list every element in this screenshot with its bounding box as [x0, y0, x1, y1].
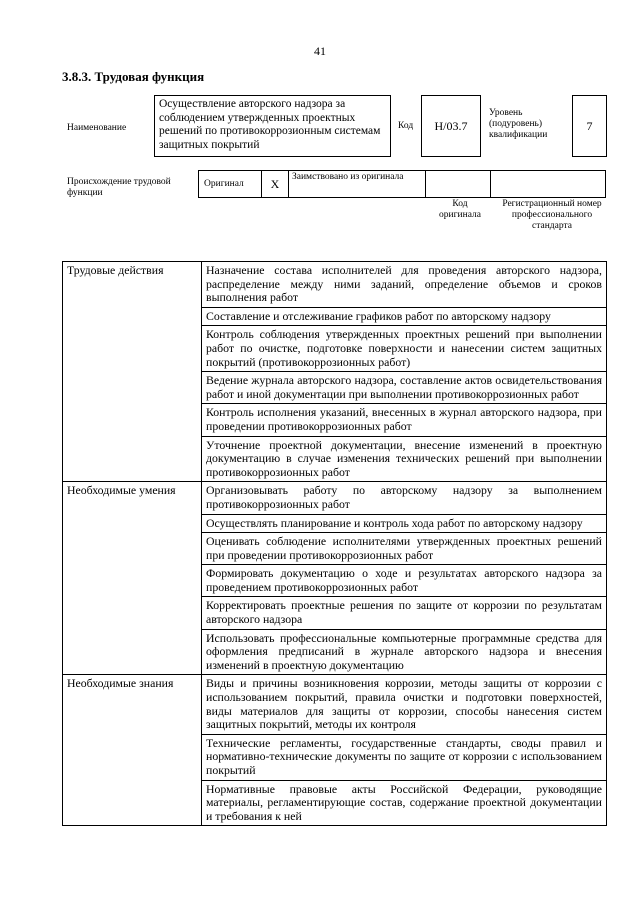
table-row [63, 482, 607, 514]
function-name-box [154, 95, 391, 157]
table-cell: Составление и отслеживание графиков работ по авторскому надзору [202, 307, 607, 326]
table-cell: Контроль исполнения указаний, внесенных в журнал авторского надзора, при проведении противокоррозионных работ [202, 404, 607, 436]
table-cell: Ведение журнала авторского надзора, составление актов освидетельствования работ и иной документации при выполнении противокоррозионных работ [202, 372, 607, 404]
original-mark-cell [261, 170, 289, 198]
reg-number-cell [490, 170, 606, 198]
table-row [63, 675, 607, 734]
table-cell: Назначение состава исполнителей для проведения авторского надзора, распределение между ними заданий, определение объемов и сроков выполнения работ [202, 262, 607, 308]
section-title: 3.8.3. Трудовая функция [62, 69, 205, 84]
borrowed-cell [288, 170, 426, 198]
level-value: 7 [586, 118, 593, 133]
original-label: Оригинал [204, 179, 244, 189]
original-cell [198, 170, 262, 198]
original-mark: X [270, 176, 280, 191]
name-label: Наименование [67, 123, 127, 133]
table-cell: Использовать профессиональные компьютерные программные средства для оформления предписаний в журнале авторского надзора и внесения изменений в проектную документацию [202, 629, 607, 675]
origin-row [199, 170, 607, 198]
table-cell: Нормативные правовые акты Российской Федерации, руководящие материалы, регламентирующие состав, содержание проектной документации и требования к ней [202, 780, 607, 826]
code-label: Код [398, 121, 414, 131]
function-table [62, 261, 607, 826]
category-cell: Необходимые знания [63, 675, 202, 826]
borrowed-label: Заимствовано из оригинала [292, 172, 404, 182]
code-value: Н/03.7 [434, 118, 468, 133]
category-cell: Трудовые действия [63, 262, 202, 482]
category-cell: Необходимые умения [63, 482, 202, 675]
table-cell: Корректировать проектные решения по защите от коррозии по результатам авторского надзора [202, 597, 607, 629]
code-original-label: Код оригинала [439, 199, 481, 220]
reg-number-label: Регистрационный номер профессионального стандарта [502, 199, 602, 231]
level-label: Уровень (подуровень) квалификации [489, 108, 548, 140]
table-row [63, 262, 607, 308]
table-cell: Контроль соблюдения утвержденных проектных решений при выполнении работ по очистке, подготовке поверхности и нанесении систем защитных покрытий (противокоррозионных работ) [202, 326, 607, 372]
table-cell: Виды и причины возникновения коррозии, методы защиты от коррозии с использованием покрытий, правила очистки и подготовки поверхностей, виды материалов для защиты от коррозии, способы нанесения систем защитных покрытий, методы их контроля [202, 675, 607, 734]
page-number: 41 [314, 44, 326, 58]
table-cell: Уточнение проектной документации, внесение изменений в проектную документацию в случае изменения технических решений при выполнении противокоррозионных работ [202, 436, 607, 482]
table-cell: Осуществлять планирование и контроль хода работ по авторскому надзору [202, 514, 607, 533]
table-cell: Технические регламенты, государственные стандарты, своды правил и нормативно-технические документы по защите от коррозии с использованием покрытий [202, 734, 607, 780]
function-name: Осуществление авторского надзора за соблюдением утвержденных проектных решений по противокоррозионным системам защитных покрытий [159, 98, 381, 151]
level-box [572, 95, 607, 157]
code-original-cell [425, 170, 491, 198]
table-cell: Организовывать работу по авторскому надзору за выполнением противокоррозионных работ [202, 482, 607, 514]
table-cell: Оценивать соблюдение исполнителями утвержденных проектных решений при проведении противокоррозионных работ [202, 533, 607, 565]
origin-label: Происхождение трудовой функции [67, 177, 171, 198]
code-box [421, 95, 481, 157]
table-cell: Формировать документацию о ходе и результатах авторского надзора за проведением противокоррозионных работ [202, 565, 607, 597]
